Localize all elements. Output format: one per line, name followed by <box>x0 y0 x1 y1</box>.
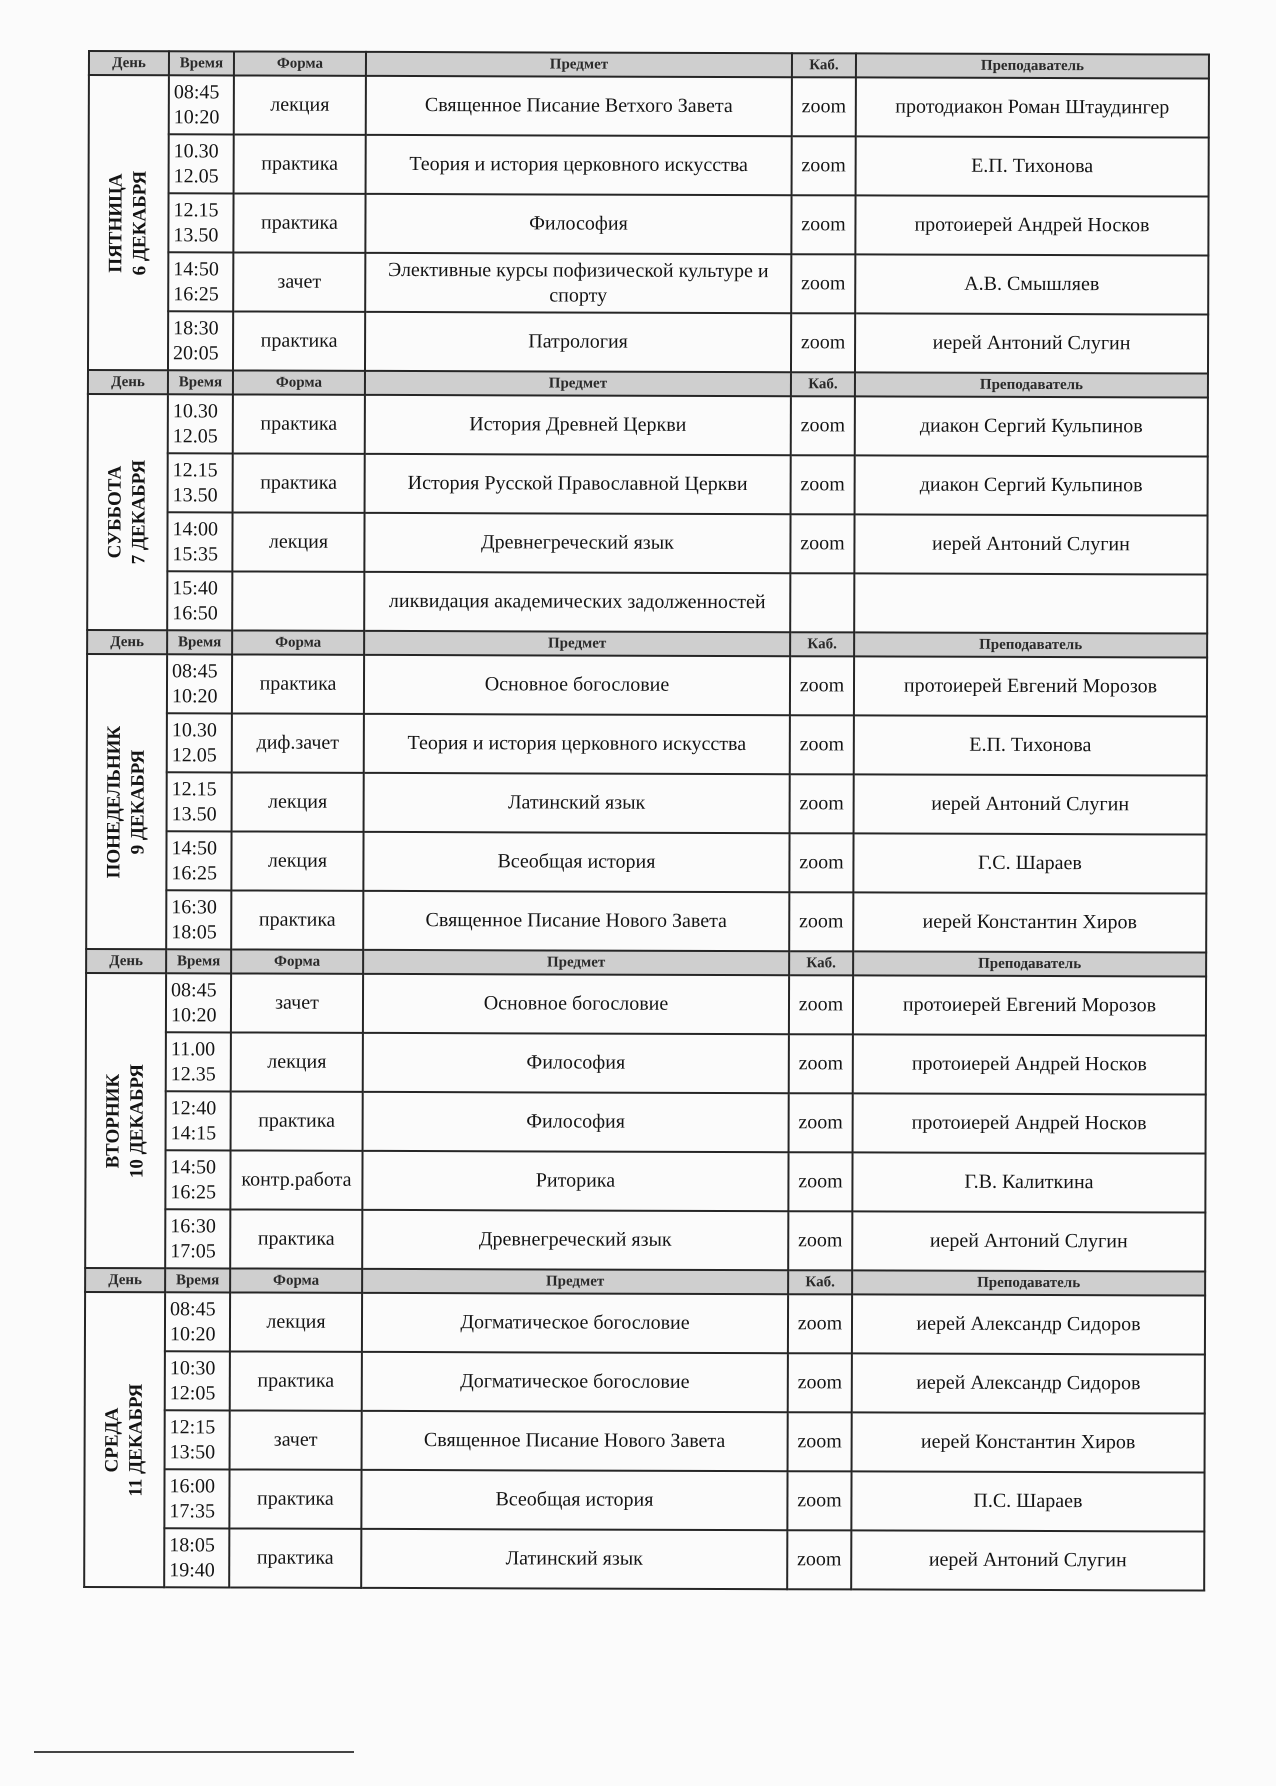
schedule-table <box>83 50 1210 1592</box>
header-form: Форма <box>230 1268 362 1292</box>
teacher-cell: протоиерей Евгений Морозов <box>853 975 1206 1035</box>
header-room: Каб. <box>791 372 855 396</box>
time-start: 10:30 <box>169 1356 216 1379</box>
form-cell: лекция <box>232 772 364 831</box>
room-cell: zoom <box>790 715 854 774</box>
time-end: 14:15 <box>170 1121 217 1144</box>
header-time: Время <box>168 370 233 394</box>
schedule-row <box>86 831 1206 894</box>
form-cell: практика <box>230 1209 362 1268</box>
time-end: 12.35 <box>170 1062 216 1085</box>
header-time: Время <box>166 949 231 973</box>
teacher-cell: протоиерей Андрей Носков <box>853 1093 1206 1153</box>
schedule-row <box>85 1150 1205 1213</box>
time-start: 16:00 <box>169 1474 216 1497</box>
schedule-row <box>86 1091 1206 1154</box>
header-time: Время <box>167 630 232 654</box>
header-form: Форма <box>231 949 363 973</box>
form-cell: практика <box>230 1351 362 1410</box>
form-cell: лекция <box>232 512 364 571</box>
time-cell <box>165 1410 230 1469</box>
time-end: 15:35 <box>172 542 219 565</box>
day-date: 6 ДЕКАБРЯ <box>129 170 151 275</box>
subject-cell: Философия <box>363 1033 789 1093</box>
room-cell: zoom <box>788 1152 852 1211</box>
time-start: 08:45 <box>170 1297 216 1320</box>
teacher-cell <box>854 573 1207 633</box>
time-start: 08:45 <box>171 978 217 1001</box>
room-cell: zoom <box>789 975 853 1034</box>
day-date: 10 ДЕКАБРЯ <box>126 1063 148 1178</box>
time-end: 10:20 <box>170 1003 217 1026</box>
header-day: День <box>88 370 168 394</box>
schedule-row <box>87 772 1207 835</box>
time-start: 12:15 <box>169 1415 216 1438</box>
header-time: Время <box>165 1268 230 1292</box>
day-date: 9 ДЕКАБРЯ <box>127 749 149 854</box>
time-start: 16:30 <box>170 1214 216 1237</box>
day-cell <box>86 654 167 949</box>
subject-cell: Патрология <box>365 312 791 372</box>
time-cell <box>167 654 232 713</box>
day-label <box>103 460 151 565</box>
form-cell: зачет <box>233 252 365 311</box>
time-cell <box>166 831 231 890</box>
time-start: 10.30 <box>172 399 218 422</box>
schedule-row <box>87 713 1207 776</box>
subject-cell: Древнегреческий язык <box>362 1210 788 1270</box>
header-subject: Предмет <box>362 1269 788 1294</box>
header-day: День <box>85 1268 165 1292</box>
time-end: 10:20 <box>171 684 218 707</box>
schedule-row <box>88 453 1208 516</box>
form-cell: практика <box>232 654 364 713</box>
schedule-row <box>88 193 1208 256</box>
header-room: Каб. <box>788 1270 852 1294</box>
time-cell <box>168 252 233 311</box>
room-cell: zoom <box>790 656 854 715</box>
form-cell: практика <box>233 311 365 370</box>
schedule-row <box>89 75 1209 138</box>
subject-cell: История Древней Церкви <box>365 395 791 455</box>
time-start: 10.30 <box>173 139 219 162</box>
subject-cell: Латинский язык <box>361 1529 787 1589</box>
room-cell: zoom <box>788 1211 852 1270</box>
room-cell: zoom <box>787 1471 851 1530</box>
teacher-cell: П.С. Шараев <box>851 1471 1204 1531</box>
time-cell <box>167 571 232 630</box>
header-room: Каб. <box>789 951 853 975</box>
teacher-cell: Г.С. Шараев <box>853 833 1206 893</box>
time-start: 08:45 <box>173 80 220 103</box>
time-end: 12:05 <box>169 1381 216 1404</box>
form-cell: практика <box>231 890 363 949</box>
time-cell <box>166 1032 231 1091</box>
time-end: 12.05 <box>172 424 218 447</box>
schedule-row <box>85 1410 1205 1473</box>
form-cell: диф.зачет <box>232 713 364 772</box>
time-end: 12.05 <box>173 164 219 187</box>
time-end: 10:20 <box>169 1322 216 1345</box>
header-row <box>89 51 1209 79</box>
time-end: 17:05 <box>170 1239 216 1262</box>
time-start: 11.00 <box>170 1037 216 1060</box>
subject-cell: Всеобщая история <box>361 1470 787 1530</box>
time-start: 12.15 <box>171 777 217 800</box>
room-cell: zoom <box>788 1412 852 1471</box>
day-name: СРЕДА <box>101 1407 123 1473</box>
room-cell: zoom <box>791 396 855 455</box>
teacher-cell: Е.П. Тихонова <box>854 715 1207 775</box>
teacher-cell: иерей Александр Сидоров <box>852 1294 1205 1354</box>
subject-cell: Всеобщая история <box>363 832 789 892</box>
day-name: СУББОТА <box>104 465 126 559</box>
form-cell: практика <box>231 1091 363 1150</box>
subject-cell: Латинский язык <box>364 773 790 833</box>
schedule-row <box>84 1469 1204 1532</box>
room-cell: zoom <box>792 136 856 195</box>
time-start: 10.30 <box>171 718 217 741</box>
room-cell: zoom <box>789 892 853 951</box>
schedule-row <box>85 1209 1205 1272</box>
teacher-cell: иерей Антоний Слугин <box>854 514 1207 574</box>
form-cell: практика <box>233 453 365 512</box>
teacher-cell: иерей Константин Хиров <box>852 1412 1205 1472</box>
subject-cell: Древнегреческий язык <box>364 513 790 573</box>
time-cell <box>167 772 232 831</box>
header-teacher: Преподаватель <box>852 1270 1205 1295</box>
room-cell: zoom <box>787 1530 851 1589</box>
teacher-cell: иерей Александр Сидоров <box>852 1353 1205 1413</box>
time-cell <box>168 453 233 512</box>
schedule-row <box>87 571 1207 634</box>
schedule-row <box>89 134 1209 197</box>
time-end: 12.05 <box>171 743 217 766</box>
time-start: 12.15 <box>173 198 219 221</box>
time-start: 14:50 <box>170 1155 217 1178</box>
time-end: 13:50 <box>169 1440 216 1463</box>
teacher-cell: иерей Антоний Слугин <box>852 1211 1205 1271</box>
teacher-cell: диакон Сергий Кульпинов <box>855 455 1208 515</box>
form-cell: лекция <box>234 75 366 134</box>
form-cell: практика <box>234 134 366 193</box>
day-label <box>102 725 150 878</box>
subject-cell: Догматическое богословие <box>362 1293 788 1353</box>
time-start: 15:40 <box>172 576 218 599</box>
header-room: Каб. <box>790 632 854 656</box>
day-cell <box>87 394 168 630</box>
subject-cell: История Русской Православной Церкви <box>365 454 791 514</box>
header-room: Каб. <box>792 53 856 77</box>
day-label <box>104 170 152 275</box>
time-end: 16:50 <box>172 601 218 624</box>
day-name: ВТОРНИК <box>102 1073 124 1168</box>
day-label <box>100 1383 148 1496</box>
header-form: Форма <box>233 370 365 394</box>
teacher-cell: иерей Антоний Слугин <box>854 774 1207 834</box>
time-start: 18:30 <box>173 316 219 339</box>
header-subject: Предмет <box>366 52 792 77</box>
time-cell <box>169 134 234 193</box>
header-subject: Предмет <box>363 950 789 975</box>
form-cell: лекция <box>231 1032 363 1091</box>
day-name: ПЯТНИЦА <box>105 172 127 273</box>
time-cell <box>165 1209 230 1268</box>
subject-cell: ликвидация академических задолженностей <box>364 572 790 632</box>
time-start: 14:50 <box>171 836 218 859</box>
header-row <box>87 630 1207 658</box>
teacher-cell: иерей Константин Хиров <box>853 892 1206 952</box>
room-cell: zoom <box>791 254 855 313</box>
time-end: 13.50 <box>172 483 218 506</box>
time-end: 13.50 <box>171 802 217 825</box>
teacher-cell: протодиакон Роман Штаудингер <box>856 77 1209 137</box>
time-start: 12:40 <box>170 1096 217 1119</box>
subject-cell: Священное Писание Нового Завета <box>362 1411 788 1471</box>
teacher-cell: иерей Антоний Слугин <box>851 1530 1204 1590</box>
header-teacher: Преподаватель <box>856 53 1209 78</box>
time-end: 17:35 <box>169 1499 216 1522</box>
time-end: 16:25 <box>173 282 219 305</box>
header-subject: Предмет <box>364 631 790 656</box>
time-cell <box>165 1150 230 1209</box>
teacher-cell: протоиерей Евгений Морозов <box>854 656 1207 716</box>
time-start: 14:50 <box>173 257 219 280</box>
schedule-row <box>86 973 1206 1036</box>
time-cell <box>166 973 231 1032</box>
time-end: 20:05 <box>173 341 219 364</box>
schedule-row <box>88 394 1208 457</box>
room-cell: zoom <box>791 195 855 254</box>
header-form: Форма <box>232 630 364 654</box>
time-cell <box>168 193 233 252</box>
room-cell: zoom <box>791 455 855 514</box>
day-cell <box>85 973 166 1268</box>
time-cell <box>169 75 234 134</box>
subject-cell: Догматическое богословие <box>362 1352 788 1412</box>
day-cell <box>88 75 169 370</box>
teacher-cell: Е.П. Тихонова <box>856 136 1209 196</box>
header-time: Время <box>169 51 234 75</box>
time-start: 14:00 <box>172 517 219 540</box>
form-cell: практика <box>229 1528 361 1587</box>
schedule-row <box>87 654 1207 717</box>
form-cell: лекция <box>231 831 363 890</box>
room-cell: zoom <box>790 774 854 833</box>
header-row <box>85 1268 1205 1296</box>
time-cell <box>166 1091 231 1150</box>
day-name: ПОНЕДЕЛЬНИК <box>103 725 125 878</box>
room-cell: zoom <box>789 833 853 892</box>
teacher-cell: протоиерей Андрей Носков <box>853 1034 1206 1094</box>
time-end: 13.50 <box>173 223 219 246</box>
subject-cell: Основное богословие <box>363 974 789 1034</box>
day-label <box>101 1064 149 1178</box>
header-teacher: Преподаватель <box>854 632 1207 657</box>
room-cell: zoom <box>788 1294 852 1353</box>
schedule-row <box>85 1292 1205 1355</box>
time-start: 18:05 <box>169 1533 215 1556</box>
teacher-cell: А.В. Смышляев <box>855 254 1208 314</box>
schedule-row <box>84 1528 1204 1591</box>
header-day: День <box>87 630 167 654</box>
schedule-row <box>86 890 1206 953</box>
time-end: 18:05 <box>171 920 217 943</box>
teacher-cell: Г.В. Калиткина <box>852 1152 1205 1212</box>
header-teacher: Преподаватель <box>855 372 1208 397</box>
day-date: 7 ДЕКАБРЯ <box>128 459 150 565</box>
room-cell: zoom <box>790 514 854 573</box>
subject-cell: Элективные курсы пофизической культуре и спорту <box>365 253 791 313</box>
time-cell <box>164 1469 229 1528</box>
header-day: День <box>89 51 169 75</box>
time-end: 16:25 <box>171 861 218 884</box>
header-row <box>88 370 1208 398</box>
room-cell: zoom <box>791 313 855 372</box>
subject-cell: Риторика <box>362 1151 788 1211</box>
form-cell: лекция <box>230 1292 362 1351</box>
room-cell: zoom <box>789 1093 853 1152</box>
subject-cell: Священное Писание Нового Завета <box>363 891 789 951</box>
subject-cell: Философия <box>363 1092 789 1152</box>
time-start: 12.15 <box>172 458 218 481</box>
schedule-row <box>88 311 1208 374</box>
form-cell: зачет <box>231 973 363 1032</box>
header-row <box>86 949 1206 977</box>
form-cell: зачет <box>230 1410 362 1469</box>
schedule-row <box>88 252 1208 315</box>
time-cell <box>166 890 231 949</box>
header-teacher: Преподаватель <box>853 951 1206 976</box>
subject-cell: Теория и история церковного искусства <box>364 714 790 774</box>
room-cell: zoom <box>792 77 856 136</box>
subject-cell: Теория и история церковного искусства <box>366 135 792 195</box>
schedule-row <box>86 1032 1206 1095</box>
room-cell <box>790 573 854 632</box>
time-cell <box>168 394 233 453</box>
footer-line <box>34 1751 354 1753</box>
header-subject: Предмет <box>365 371 791 396</box>
header-day: День <box>86 949 166 973</box>
time-start: 08:45 <box>172 659 218 682</box>
time-start: 16:30 <box>171 895 217 918</box>
subject-cell: Основное богословие <box>364 655 790 715</box>
day-date: 11 ДЕКАБРЯ <box>125 1383 147 1497</box>
time-cell <box>167 713 232 772</box>
room-cell: zoom <box>789 1034 853 1093</box>
header-form: Форма <box>234 51 366 75</box>
day-cell <box>84 1292 165 1587</box>
subject-cell: Священное Писание Ветхого Завета <box>366 76 792 136</box>
room-cell: zoom <box>788 1353 852 1412</box>
form-cell: контр.работа <box>230 1150 362 1209</box>
time-end: 10:20 <box>173 105 220 128</box>
time-end: 19:40 <box>169 1558 215 1581</box>
form-cell: практика <box>229 1469 361 1528</box>
form-cell: практика <box>233 394 365 453</box>
teacher-cell: иерей Антоний Слугин <box>855 313 1208 373</box>
schedule-row <box>87 512 1207 575</box>
time-cell <box>165 1292 230 1351</box>
time-end: 16:25 <box>170 1180 217 1203</box>
form-cell: практика <box>233 193 365 252</box>
teacher-cell: диакон Сергий Кульпинов <box>855 396 1208 456</box>
time-cell <box>168 311 233 370</box>
subject-cell: Философия <box>365 194 791 254</box>
time-cell <box>165 1351 230 1410</box>
time-cell <box>164 1528 229 1587</box>
time-cell <box>167 512 232 571</box>
schedule-row <box>85 1351 1205 1414</box>
form-cell <box>232 571 364 630</box>
teacher-cell: протоиерей Андрей Носков <box>855 195 1208 255</box>
